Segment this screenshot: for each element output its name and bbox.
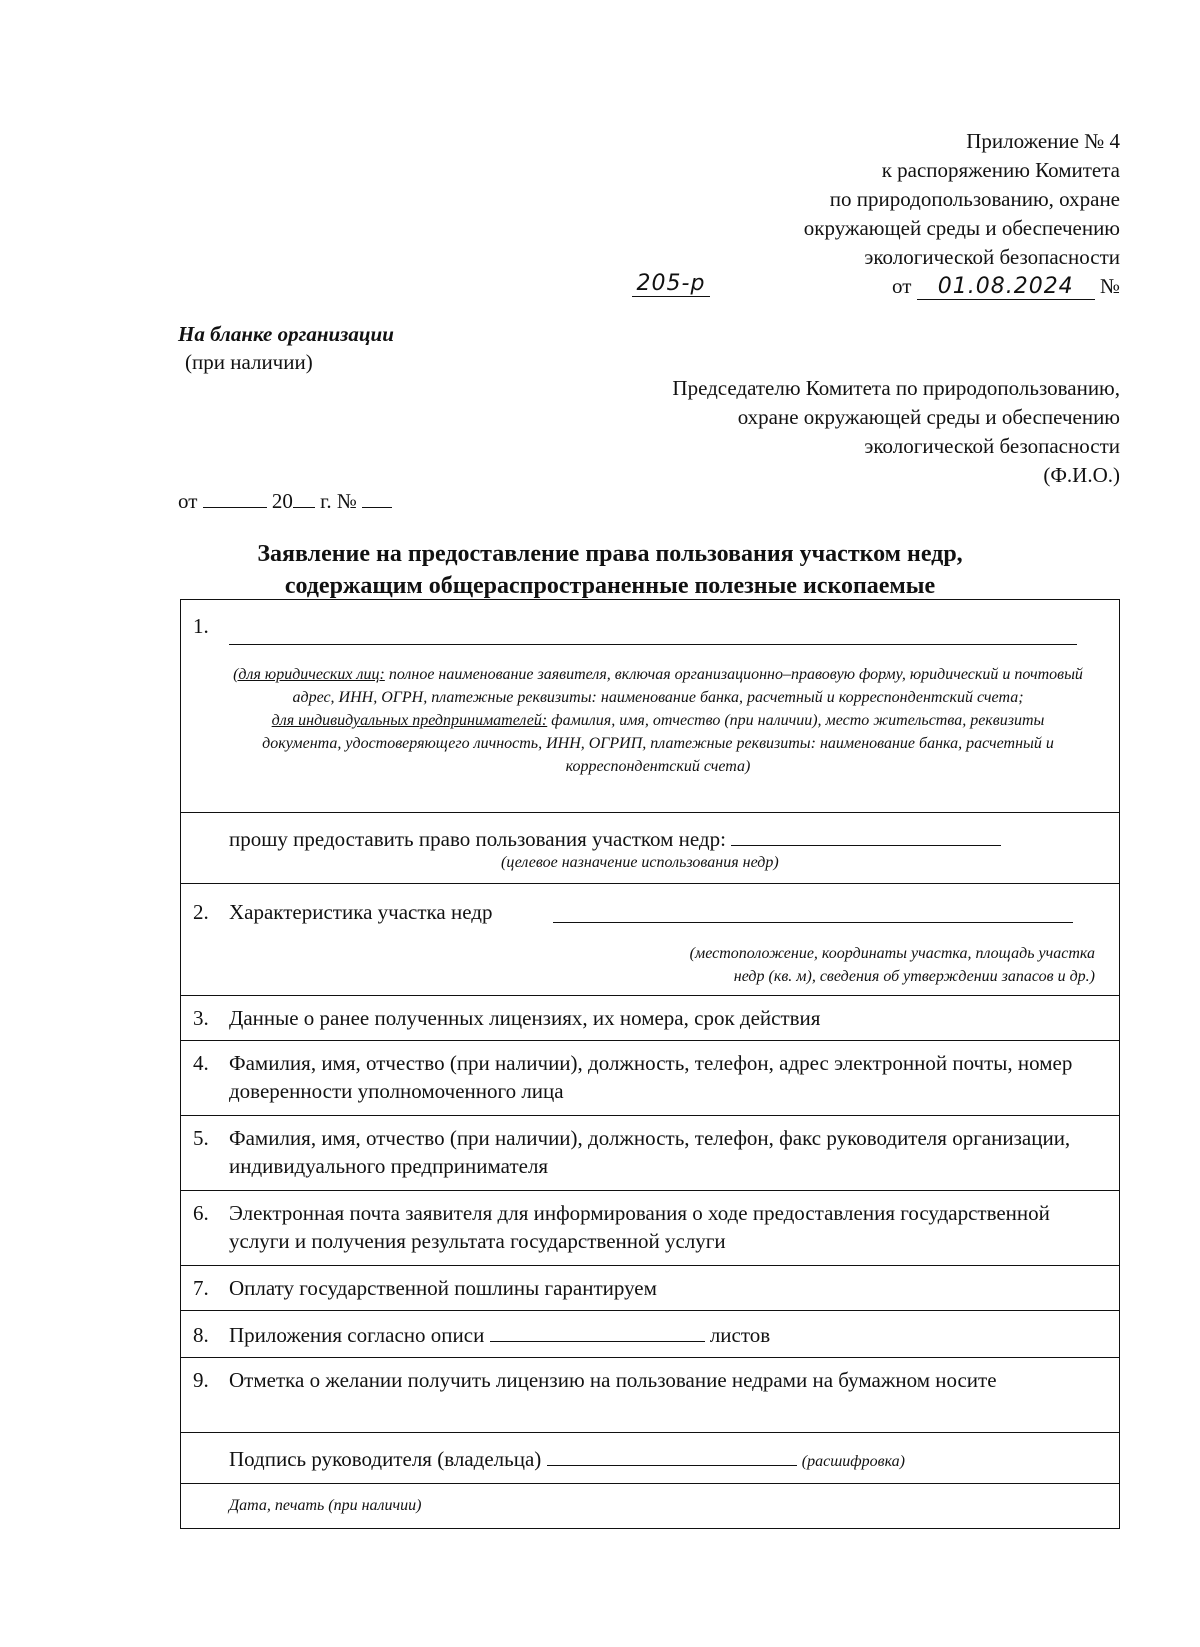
recipient-line: экологической безопасности [864, 434, 1120, 458]
subsoil-characteristics-field[interactable] [553, 902, 1073, 923]
row-text: Электронная почта заявителя для информирования о ходе предоставления государственной услуги и получения результата государственной услуги [229, 1201, 1050, 1253]
form-row-signature [181, 1433, 1119, 1484]
recipient-line: охране окружающей среды и обеспечению [737, 405, 1120, 429]
row-text: Приложения согласно описи [229, 1323, 485, 1347]
form-row-4 [181, 1041, 1119, 1116]
appendix-line: окружающей среды и обеспечению [803, 216, 1120, 240]
row2-note-line: недр (кв. м), сведения об утверждении запасов и др.) [733, 968, 1095, 985]
appendix-line: по природопользованию, охране [829, 187, 1120, 211]
row-number: 9. [193, 1368, 209, 1392]
form-row-5 [181, 1116, 1119, 1191]
signature-text: Подпись руководителя (владельца) [229, 1447, 542, 1471]
row2-note [575, 942, 1095, 988]
applicant-note [233, 663, 1083, 778]
row-number: 6. [193, 1201, 209, 1225]
row-text: Характеристика участка недр [229, 900, 493, 924]
attachments-count-field[interactable] [490, 1321, 705, 1342]
row-text: Отметка о желании получить лицензию на пользование недрами на бумажном носите [229, 1368, 997, 1392]
form-row-date-stamp [181, 1484, 1119, 1528]
date-blank[interactable] [203, 489, 267, 508]
signature-field[interactable] [547, 1445, 797, 1466]
row-text: Оплату государственной пошлины гарантируем [229, 1276, 657, 1300]
recipient-block [540, 374, 1120, 490]
outgoing-number-line [178, 489, 392, 514]
number-suffix: г. № [320, 489, 357, 513]
individual-text: фамилия, имя, отчество (при наличии), место жительства, реквизиты документа, удостоверяющего личность, ИНН, ОГРИП, платежные реквизиты: наименование банка, расчетный и корреспондентский счета) [262, 712, 1054, 775]
row-number: 3. [193, 1006, 209, 1030]
row-number: 2. [193, 900, 209, 924]
row-number: 4. [193, 1051, 209, 1075]
row-number: 5. [193, 1126, 209, 1150]
number-prefix: № [1099, 274, 1120, 298]
row-number: 7. [193, 1276, 209, 1300]
application-form [180, 599, 1120, 1529]
row2-note-line: (местоположение, координаты участка, площадь участка [689, 945, 1095, 962]
legal-entity-label: (для юридических лиц: [233, 666, 385, 683]
recipient-line: Председателю Комитета по природопользованию, [672, 376, 1120, 400]
form-row-3 [181, 996, 1119, 1041]
row-text: Фамилия, имя, отчество (при наличии), должность, телефон, адрес электронной почты, номер доверенности уполномоченного лица [229, 1051, 1073, 1103]
row-text: Фамилия, имя, отчество (при наличии), должность, телефон, факс руководителя организации, индивидуального предпринимателя [229, 1126, 1071, 1178]
row-number: 1. [193, 614, 209, 638]
from-prefix: от [178, 489, 198, 513]
form-row-6 [181, 1191, 1119, 1266]
letterhead-subtitle: (при наличии) [185, 350, 313, 374]
appendix-line: к распоряжению Комитета [881, 158, 1120, 182]
appendix-line: экологической безопасности [864, 245, 1120, 269]
date-prefix: от [892, 274, 912, 298]
recipient-line: (Ф.И.О.) [1043, 463, 1120, 487]
request-text: прошу предоставить право пользования участком недр: [229, 827, 726, 851]
form-row-7 [181, 1266, 1119, 1311]
applicant-field[interactable] [229, 624, 1077, 645]
row-text: Данные о ранее полученных лицензиях, их номера, срок действия [229, 1006, 821, 1030]
letterhead-title: На бланке организации [178, 322, 394, 346]
appendix-date-line [620, 272, 1120, 301]
signature-note: (расшифровка) [801, 1453, 905, 1470]
handwritten-number: 205-р [632, 272, 710, 297]
year-blank[interactable] [293, 489, 315, 508]
row8-suffix: листов [709, 1323, 771, 1347]
handwritten-date: 01.08.2024 [917, 275, 1095, 300]
row-number: 8. [193, 1323, 209, 1347]
form-row-9 [181, 1358, 1119, 1433]
number-blank[interactable] [362, 489, 392, 508]
form-row-request [181, 813, 1119, 884]
form-row-8 [181, 1311, 1119, 1358]
request-field[interactable] [731, 825, 1001, 846]
year-prefix: 20 [271, 489, 293, 513]
appendix-block [620, 127, 1120, 301]
date-stamp-label: Дата, печать (при наличии) [229, 1497, 422, 1514]
form-row-2 [181, 884, 1119, 996]
form-row-applicant [181, 600, 1119, 813]
appendix-line: Приложение № 4 [966, 129, 1120, 153]
legal-entity-text: полное наименование заявителя, включая организационно–правовую форму, юридический и почтовый адрес, ИНН, ОГРН, платежные реквизиты: наименование банка, расчетный и корреспондентский счета; [292, 666, 1083, 706]
request-note: (целевое назначение использования недр) [501, 854, 779, 871]
individual-label: для индивидуальных предпринимателей: [271, 712, 548, 729]
title-line-1: Заявление на предоставление права пользования участком недр, [257, 541, 963, 567]
document-title [140, 538, 1080, 602]
title-line-2: содержащим общераспространенные полезные ископаемые [284, 573, 936, 599]
